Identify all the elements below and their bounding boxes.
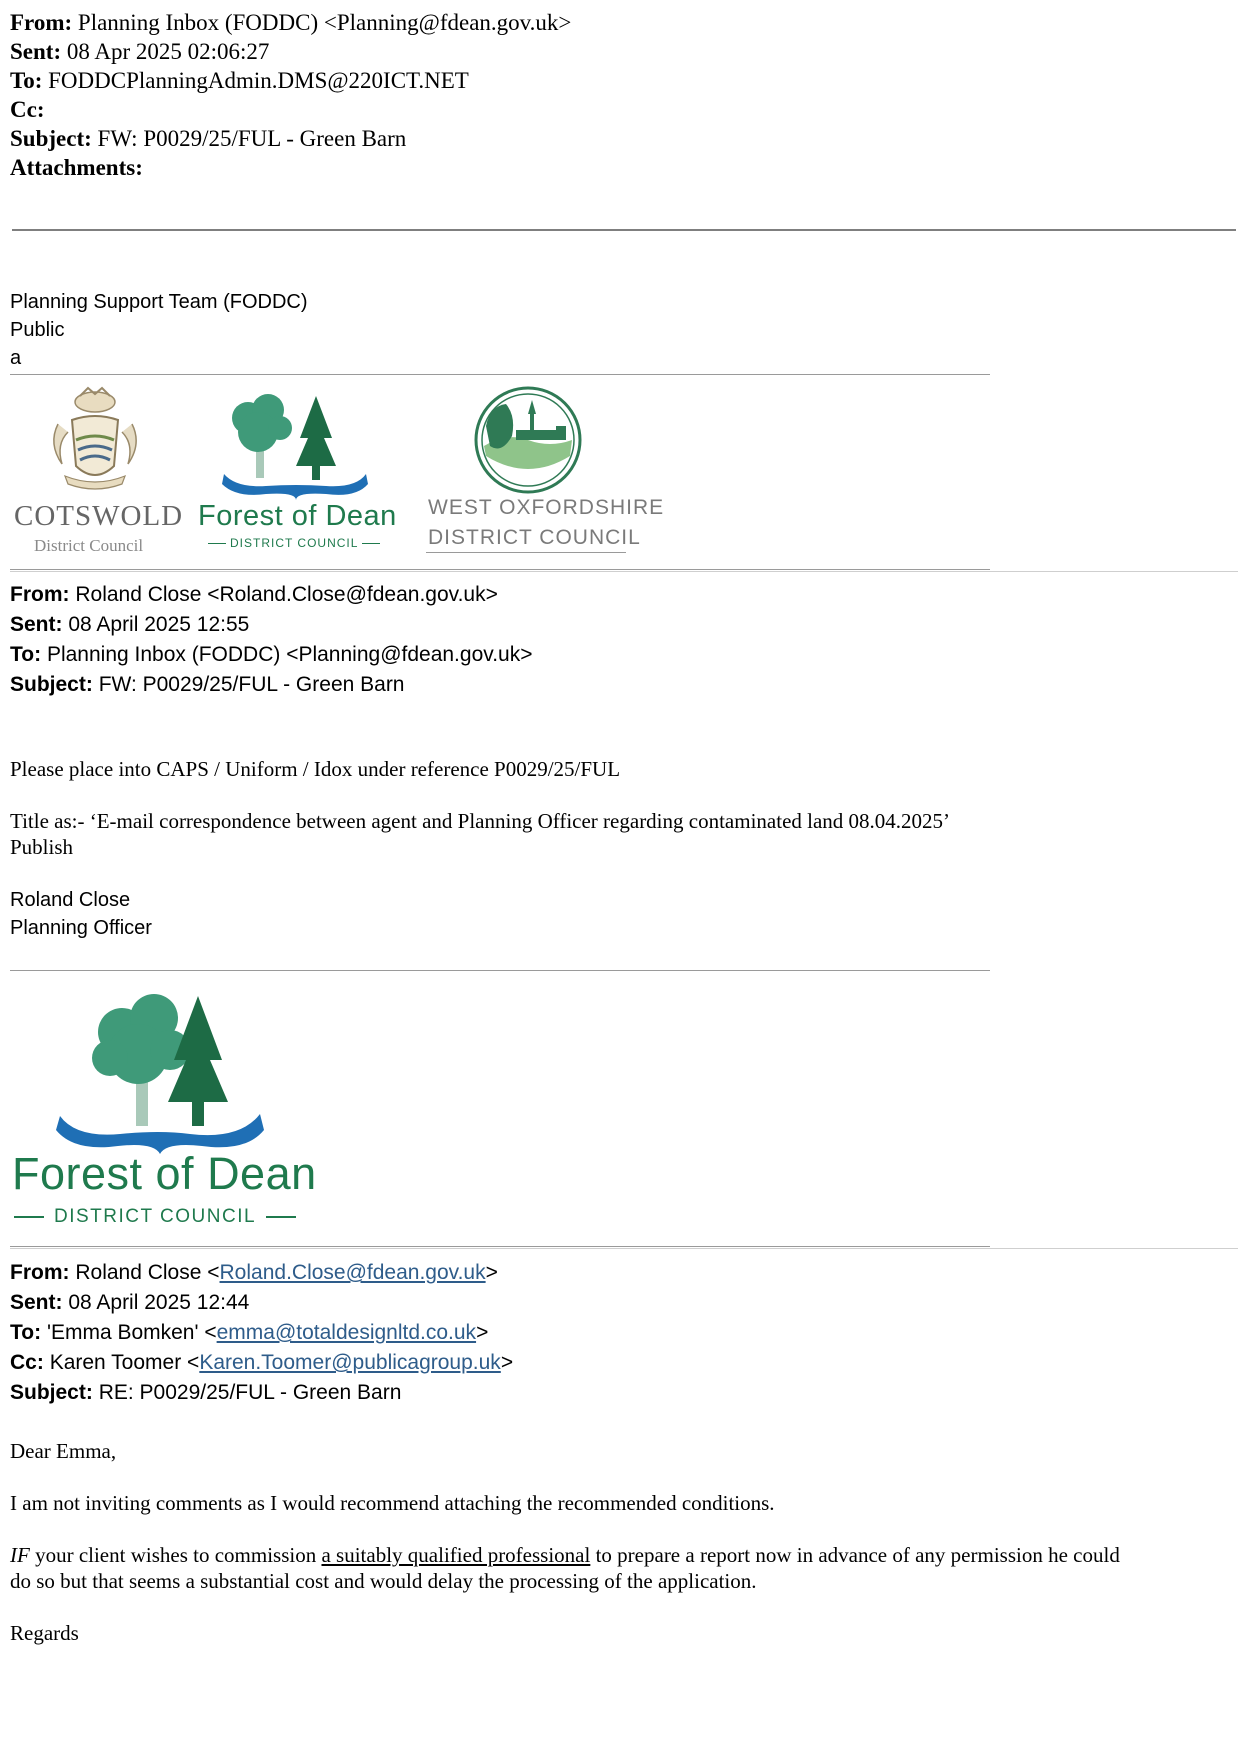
logos-divider <box>10 569 990 570</box>
header-to-label: To: <box>10 68 43 93</box>
message2-to <box>10 1318 488 1348</box>
header-cc-label: Cc: <box>10 97 45 122</box>
header-from <box>10 8 571 37</box>
header-sent-value: 08 Apr 2025 02:06:27 <box>66 39 270 64</box>
message1-to <box>10 640 532 670</box>
message2-para2-b: to prepare a report now in advance of any permission he could <box>590 1543 1120 1567</box>
message1-sig-divider <box>10 970 990 971</box>
signature-team: Planning Support Team (FODDC) <box>10 291 308 313</box>
message2-closing: Regards <box>10 1621 79 1645</box>
fod-small-name: Forest of Dean <box>198 500 397 532</box>
message2-top-divider <box>10 1248 1238 1249</box>
message2-to-name: 'Emma Bomken' < <box>46 1321 217 1344</box>
message2-para2-line2: do so but that seems a substantial cost and would delay the processing of the application. <box>10 1569 757 1593</box>
message2-to-email-link[interactable]: emma@totaldesignltd.co.uk <box>216 1321 477 1344</box>
header-sent <box>10 37 269 66</box>
header-subject <box>10 124 406 153</box>
signature-divider <box>10 374 990 375</box>
wo-sub: DISTRICT COUNCIL <box>428 526 641 549</box>
message2-subject <box>10 1378 401 1408</box>
signature-public: Public <box>10 319 65 341</box>
message1-from <box>10 580 498 610</box>
header-attachments-label: Attachments: <box>10 155 143 180</box>
message1-from-value: Roland Close <Roland.Close@fdean.gov.uk> <box>75 583 498 606</box>
fod-large-name: Forest of Dean <box>12 1148 317 1199</box>
forest-of-dean-trees-icon <box>196 388 396 502</box>
large-logo-divider <box>10 1246 990 1247</box>
message1-sig-title: Planning Officer <box>10 917 152 939</box>
message1-to-label: To: <box>10 643 42 666</box>
fod-small-sub-row <box>196 536 392 550</box>
message1-body-title: Title as:- ‘E-mail correspondence between agent and Planning Officer regarding contaminated land 08.04.2025’ <box>10 809 951 833</box>
west-oxfordshire-emblem-icon <box>426 386 630 496</box>
message1-body-instruction: Please place into CAPS / Uniform / Idox under reference P0029/25/FUL <box>10 757 621 781</box>
message1-from-label: From: <box>10 583 70 606</box>
message2-sent-value: 08 April 2025 12:44 <box>68 1291 250 1314</box>
fod-large-sub-row <box>14 1206 296 1228</box>
message2-cc-name: Karen Toomer < <box>49 1351 200 1374</box>
message2-para2-if: IF <box>10 1543 30 1567</box>
message2-para2-a: your client wishes to commission <box>29 1543 322 1567</box>
message2-from <box>10 1258 498 1288</box>
forest-of-dean-large-trees-icon <box>10 984 330 1154</box>
message2-subject-label: Subject: <box>10 1381 93 1404</box>
header-from-value: Planning Inbox (FODDC) <Planning@fdean.gov.uk> <box>77 10 572 35</box>
message2-sent <box>10 1288 249 1318</box>
forest-of-dean-logo-large <box>10 984 330 1234</box>
header-subject-value: FW: P0029/25/FUL - Green Barn <box>97 126 407 151</box>
message2-greeting: Dear Emma, <box>10 1439 117 1463</box>
message2-sent-label: Sent: <box>10 1291 63 1314</box>
cotswold-name: COTSWOLD <box>14 500 184 532</box>
message2-para2-underlined: a suitably qualified professional <box>321 1543 591 1567</box>
header-attachments <box>10 153 143 182</box>
header-divider <box>12 229 1236 231</box>
message2-para1: I am not inviting comments as I would recommend attaching the recommended conditions. <box>10 1491 775 1515</box>
message2-to-label: To: <box>10 1321 42 1344</box>
cotswold-logo <box>10 384 184 556</box>
message2-from-label: From: <box>10 1261 70 1284</box>
west-oxfordshire-logo <box>426 386 665 556</box>
header-cc <box>10 95 44 124</box>
message2-para2-line1 <box>10 1542 1120 1568</box>
signature-a: a <box>10 347 22 369</box>
message1-top-divider <box>10 571 1238 572</box>
cotswold-crest-icon <box>10 384 180 494</box>
wo-underline <box>426 552 626 553</box>
fod-small-sub: DISTRICT COUNCIL <box>229 536 358 550</box>
message2-cc-close: > <box>500 1351 514 1374</box>
header-sent-label: Sent: <box>10 39 62 64</box>
message1-subject-label: Subject: <box>10 673 93 696</box>
message2-from-close: > <box>485 1261 498 1284</box>
message1-subject <box>10 670 405 700</box>
message2-from-name: Roland Close < <box>75 1261 220 1284</box>
message1-body-publish: Publish <box>10 835 74 859</box>
message2-from-email-link[interactable]: Roland.Close@fdean.gov.uk <box>219 1261 486 1284</box>
message2-subject-value: RE: P0029/25/FUL - Green Barn <box>98 1381 402 1404</box>
message2-cc <box>10 1348 513 1378</box>
message1-to-value: Planning Inbox (FODDC) <Planning@fdean.gov.uk> <box>46 643 533 666</box>
wo-name: WEST OXFORDSHIRE <box>428 496 665 519</box>
message1-sent-value: 08 April 2025 12:55 <box>68 613 250 636</box>
header-to <box>10 66 469 95</box>
header-from-label: From: <box>10 10 73 35</box>
message1-sent <box>10 610 249 640</box>
forest-of-dean-logo-small <box>196 388 396 558</box>
message1-sig-name: Roland Close <box>10 889 131 911</box>
message1-subject-value: FW: P0029/25/FUL - Green Barn <box>98 673 405 696</box>
fod-large-sub: DISTRICT COUNCIL <box>54 1206 257 1227</box>
header-subject-label: Subject: <box>10 126 92 151</box>
message2-to-close: > <box>476 1321 489 1344</box>
cotswold-sub: District Council <box>34 536 144 555</box>
message2-cc-email-link[interactable]: Karen.Toomer@publicagroup.uk <box>199 1351 501 1374</box>
message2-cc-label: Cc: <box>10 1351 44 1374</box>
header-to-value: FODDCPlanningAdmin.DMS@220ICT.NET <box>48 68 469 93</box>
message1-sent-label: Sent: <box>10 613 63 636</box>
